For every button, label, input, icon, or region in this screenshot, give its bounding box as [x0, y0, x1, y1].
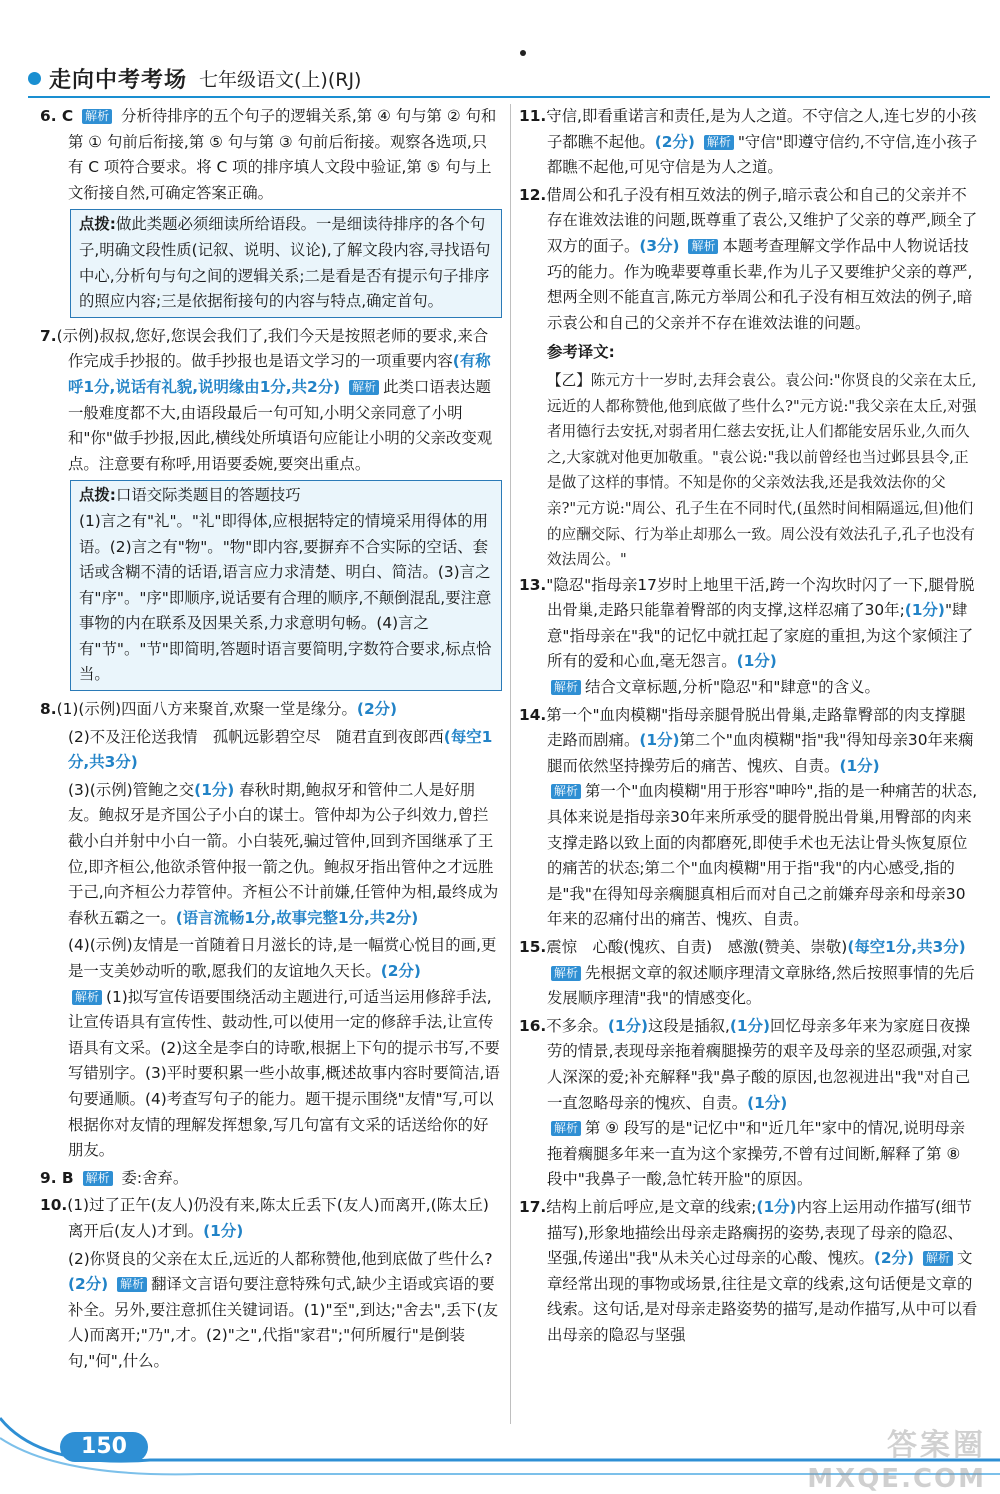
analysis-text: 本题考查理解文学作品中人物说话技巧的能力。作为晚辈要尊重长辈,作为儿子又要维护父亲的尊严,想两全则不能直言,陈元方举周公和孔子没有相互效法的例子,暗示袁公和自己的父亲并不存在谁效法谁的问题。 [547, 236, 973, 332]
header [28, 58, 361, 98]
score-note: (2分) [873, 1249, 915, 1268]
analysis-tag: 解析 [117, 1277, 147, 1292]
answer-text: "肆意"指母亲在"我"的记忆中就扛起了家庭的重担,为这个家倾注了所有的爱和心血,毫无怨言。 [547, 601, 974, 671]
left-column [40, 104, 502, 1377]
analysis-tag: 解析 [704, 135, 734, 150]
analysis-text: 翻译文言语句要注意特殊句式,缺少主语或宾语的要补全。另外,要注意抓住关键词语。(1)"至",到达;"舍去",丢下(友人)而离开;"乃",才。(2)"之",代指"家君";"何所履行"是倒装句,"何",什么。 [68, 1275, 498, 1370]
question-number: 8. [40, 700, 57, 719]
answer-text: 第二个"血肉模糊"指"我"得知母亲30年来瘸腿而依然坚持操劳后的痛苦、愧疚、自责。 [547, 731, 974, 775]
question-number: 11. [519, 107, 547, 125]
analysis-tag: 解析 [349, 380, 379, 395]
score-note: (1分) [607, 1016, 649, 1035]
answer-text: "隐忍"指母亲17岁时上地里干活,跨一个沟坎时闪了一下,腿骨脱出骨巢,走路只能靠着臀部的肉支撑,这样忍痛了30年; [546, 575, 975, 620]
score-note: (1分) [203, 1221, 244, 1240]
answer-part: (3)(示例)管鲍之交 [68, 780, 195, 799]
analysis-text: (1)拟写宣传语要围绕活动主题进行,可适当运用修辞手法,让宣传语具有宣传性、鼓动性,可以使用一定的修辞手法,让宣传语具有文采。(2)这全是李白的诗歌,根据上下句的提示书写,不要写错别字。(3)平时要积累一些小故事,概述故事内容时要简洁,语句要通顺。(4)考查写句子的能力。题干提示围绕"友情"写,可以根据你对友情的理解发挥想象,写几句富有文采的话送给你的好朋友。 [68, 987, 500, 1160]
answer-text: 分析待排序的五个句子的逻辑关系,第 ④ 句与第 ② 句和第 ① 句前后衔接,第 ⑤ 句与第 ③ 句前后衔接。观察各选项,只有 C 项符合要求。将 C 项的排序填人文段中验证,第 ⑤ 句与上文衔接自然,可确定答案正确。 [68, 107, 497, 202]
question-number: 14. [519, 705, 547, 724]
answer-8 [40, 697, 502, 723]
tip-text: (1)言之有"礼"。"礼"即得体,应根据特定的情境采用得体的用语。(2)言之有"物"。"物"即内容,要摒弃不合实际的空话、套话或含糊不清的话语,语言应力求清楚、明白、简洁。(3)言之有"序"。"序"即顺序,说话要有合理的顺序,不颠倒混乱,要注意事物的内在联系及因果关系,力求意明句畅。(4)言之有"节"。"节"即简明,答题时语言要简明,字数符合要求,标点恰当。 [79, 511, 492, 684]
question-number: 13. [519, 575, 547, 594]
analysis-tag: 解析 [82, 109, 112, 124]
brand-title: 走向中考考场 [49, 67, 188, 93]
answer-part: (4)(示例)友情是一首随着日月滋长的诗,是一幅赏心悦目的画,更是一支美妙动听的歌,愿我们的友谊地久天长。 [68, 936, 497, 980]
watermark-line-2: MXQE.COM [807, 1464, 986, 1494]
analysis-tag: 解析 [551, 680, 581, 695]
reference-translation: 【乙】陈元方十一岁时,去拜会袁公。袁公问:"你贤良的父亲在太丘,远近的人都称赞他,他到底做了些什么?"元方说:"我父亲在太丘,对强者用德行去安抚,对弱者用仁慈去安抚,让人们都能安居乐业,久而久之,大家就对他更加敬重。"袁公说:"我以前曾经也当过邺县县令,正是做了这样的事情。不知是你的父亲效法我,还是我效法你的父亲?"元方说:"周公、孔子生在不同时代,(虽然时间相隔遥远,但)他们的应酬交际、行为举止却那么一致。周公没有效法孔子,孔子也没有效法周公。" [547, 371, 977, 569]
answer-6 [40, 104, 502, 206]
analysis-text: 文章经常出现的事物或场景,往往是文章的线索,这句话便是文章的线索。这句话,是对母亲走路姿势的描写,是动作描写,从中可以看出母亲的隐忍与坚强 [547, 1249, 978, 1344]
answer-text: 结构上前后呼应,是文章的线索; [546, 1197, 757, 1216]
analysis-text: 此类口语表达题一般难度都不大,由语段最后一句可知,小明父亲同意了小明和"你"做手抄报,因此,横线处所填语句应能让小明的父亲改变观点。注意要有称呼,用语要委婉,要突出重点。 [68, 377, 493, 473]
score-note: (每空1分,共3分) [68, 727, 493, 772]
answer-11 [519, 104, 978, 181]
score-note: (1分) [904, 601, 945, 620]
analysis-text: 第 ⑨ 段写的是"记忆中"和"近几年"家中的情况,说明母亲拖着瘸腿多年来一直为这个家操劳,不曾有过间断,解释了第 ⑧ 段中"我鼻子一酸,急忙转开脸"的原因。 [547, 1119, 966, 1189]
tip-label: 点拨: [79, 215, 116, 234]
question-number: 15. [519, 938, 547, 956]
watermark-line-1: 答案圈 [887, 1428, 986, 1463]
score-note: (1分) [747, 1093, 788, 1112]
analysis-text: 第一个"血肉模糊"用于形容"呻吟",指的是一种痛苦的状态,具体来说是指母亲30年来所承受的腿骨脱出骨巢,用臀部的肉来支撑走路以致上面的肉都磨死,即使手术也无法让骨头恢复原位的痛苦的状态;第二个"血肉模糊"用于指"我"的内心感受,指的是"我"在得知母亲瘸腿真相后而对自己之前嫌弃母亲和母亲30年来的忍痛付出的痛苦、愧疚、自责。 [547, 782, 978, 929]
score-note: (1分) [639, 731, 680, 750]
answer-13 [519, 573, 978, 701]
score-note: (每空1分,共3分) [847, 938, 966, 956]
tip-box [70, 480, 502, 691]
print-mark-icon [520, 50, 526, 56]
answer-text: 借周公和孔子没有相互效法的例子,暗示袁公和自己的父亲并不存在谁效法谁的问题,既尊重了袁公,又维护了父亲的尊严,顾全了双方的面子。 [546, 185, 978, 255]
tip-title: 口语交际类题目的答题技巧 [115, 486, 301, 505]
analysis-text: "守信"即遵守信约,不守信,连小孩子都瞧不起他,可见守信是为人之道。 [547, 132, 978, 177]
score-note: (2分) [654, 132, 695, 151]
answer-part: (1)(示例)四面八方来聚首,欢聚一堂是缘分。 [56, 700, 357, 719]
answer-12 [519, 183, 978, 337]
analysis-tag: 解析 [688, 239, 718, 254]
answer-text: 这段是插叙, [648, 1016, 730, 1035]
analysis-tag: 解析 [923, 1251, 953, 1266]
analysis-text: 委:舍弃。 [121, 1168, 189, 1187]
analysis-tag: 解析 [83, 1171, 113, 1186]
column-divider [510, 104, 511, 1424]
score-note: (1分) [839, 756, 880, 775]
answer-part: 春秋时期,鲍叔牙和管仲二人是好朋友。鲍叔牙是齐国公子小白的谋士。管仲却为公子纠效力,曾拦截小白并射中小白一箭。小白装死,骗过管仲,回到齐国继承了王位,即齐桓公,他欲杀管仲报一箭之仇。鲍叔牙指出管仲之才远胜于己,向齐桓公力荐管仲。齐桓公不计前嫌,任管仲为相,最终成为春秋五霸之一。 [68, 780, 499, 927]
answer-text: 内容上运用动作描写(细节描写),形象地描绘出母亲走路瘸拐的姿势,表现了母亲的隐忍、坚强,传递出"我"从未关心过母亲的心酸、愧疚。 [547, 1197, 972, 1268]
answer-part: (1)过了正午(友人)仍没有来,陈太丘丢下(友人)而离开,(陈太丘)离开后(友人)才到。 [67, 1196, 489, 1240]
answer-text: 回忆母亲多年来为家庭日夜操劳的情景,表现母亲拖着瘸腿操劳的艰辛及母亲的坚忍顽强,对家人深深的爱;补充解释"我"鼻子酸的原因,也忽视进出"我"对自己一直忽略母亲的愧疚、自责。 [547, 1016, 973, 1112]
answer-text: 震惊 心酸(愧疚、自责) 感激(赞美、崇敬) [546, 938, 848, 956]
answer-text: 第一个"血肉模糊"指母亲腿骨脱出骨巢,走路靠臀部的肉支撑腿走路而剧痛。 [546, 705, 966, 750]
answer-text: 不多余。 [546, 1016, 608, 1035]
question-number: 6. C [40, 107, 74, 125]
score-note: (2分) [68, 1275, 109, 1294]
answer-8-part-2 [40, 725, 502, 776]
question-number: 12. [519, 185, 547, 204]
score-note: (1分) [194, 780, 235, 799]
answer-15 [519, 935, 978, 1012]
right-column [519, 104, 978, 1351]
score-note: (1分) [756, 1197, 797, 1216]
brand-dot-icon [28, 72, 41, 85]
question-number: 9. B [40, 1168, 74, 1187]
analysis-tag: 解析 [72, 990, 102, 1005]
answer-8-part-4 [40, 933, 502, 1163]
analysis-tag: 解析 [551, 784, 581, 799]
answer-10 [40, 1193, 502, 1244]
answer-part: (2)不及汪伦送我情 孤帆远影碧空尽 随君直到夜郎西 [68, 727, 444, 746]
answer-16 [519, 1014, 978, 1193]
score-note: (语言流畅1分,故事完整1分,共2分) [175, 908, 419, 927]
watermark [807, 1420, 986, 1494]
answer-17 [519, 1195, 978, 1349]
question-number: 17. [519, 1197, 547, 1216]
answer-7 [40, 324, 502, 478]
answer-9 [40, 1166, 502, 1192]
question-number: 16. [519, 1016, 547, 1035]
tip-label: 点拨: [79, 486, 116, 505]
question-number: 10. [40, 1196, 68, 1215]
answer-part: (2)你贤良的父亲在太丘,远近的人都称赞他,他到底做了些什么? [68, 1249, 493, 1268]
answer-text: (示例)叔叔,您好,您误会我们了,我们今天是按照老师的要求,来合作完成手抄报的。做手抄报也是语文学习的一项重要内容 [56, 326, 489, 371]
score-note: (有称呼1分,说话有礼貌,说明缘由1分,共2分) [68, 352, 491, 396]
analysis-text: 结合文章标题,分析"隐忍"和"肆意"的含义。 [585, 678, 880, 697]
reference-translation-title: 参考译文: [547, 343, 615, 362]
page-number: 150 [60, 1432, 148, 1462]
answer-14 [519, 703, 978, 933]
score-note: (2分) [356, 700, 398, 719]
score-note: (2分) [380, 962, 421, 980]
book-subtitle: 七年级语文(上)(RJ) [199, 68, 362, 91]
score-note: (1分) [729, 1016, 771, 1035]
answer-text: 守信,即看重诺言和责任,是为人之道。不守信之人,连七岁的小孩子都瞧不起他。 [546, 107, 977, 151]
question-number: 7. [40, 326, 57, 345]
score-note: (1分) [736, 652, 777, 671]
tip-box [70, 209, 502, 317]
header-rule [28, 96, 990, 98]
score-note: (3分) [639, 236, 680, 255]
answer-10-part-2 [40, 1247, 502, 1375]
analysis-tag: 解析 [551, 1121, 581, 1136]
answer-8-part-3 [40, 778, 502, 932]
analysis-tag: 解析 [551, 966, 581, 981]
tip-text: 做此类题必须细读所给语段。一是细读待排序的各个句子,明确文段性质(记叙、说明、议论),了解文段内容,寻找语句中心,分析句与句之间的逻辑关系;二是看是否有提示句子排序的照应内容;三是依据衔接句的内容与特点,确定首句。 [79, 215, 491, 311]
analysis-text: 先根据文章的叙述顺序理清文章脉络,然后按照事情的先后发展顺序理清"我"的情感变化。 [547, 963, 975, 1008]
